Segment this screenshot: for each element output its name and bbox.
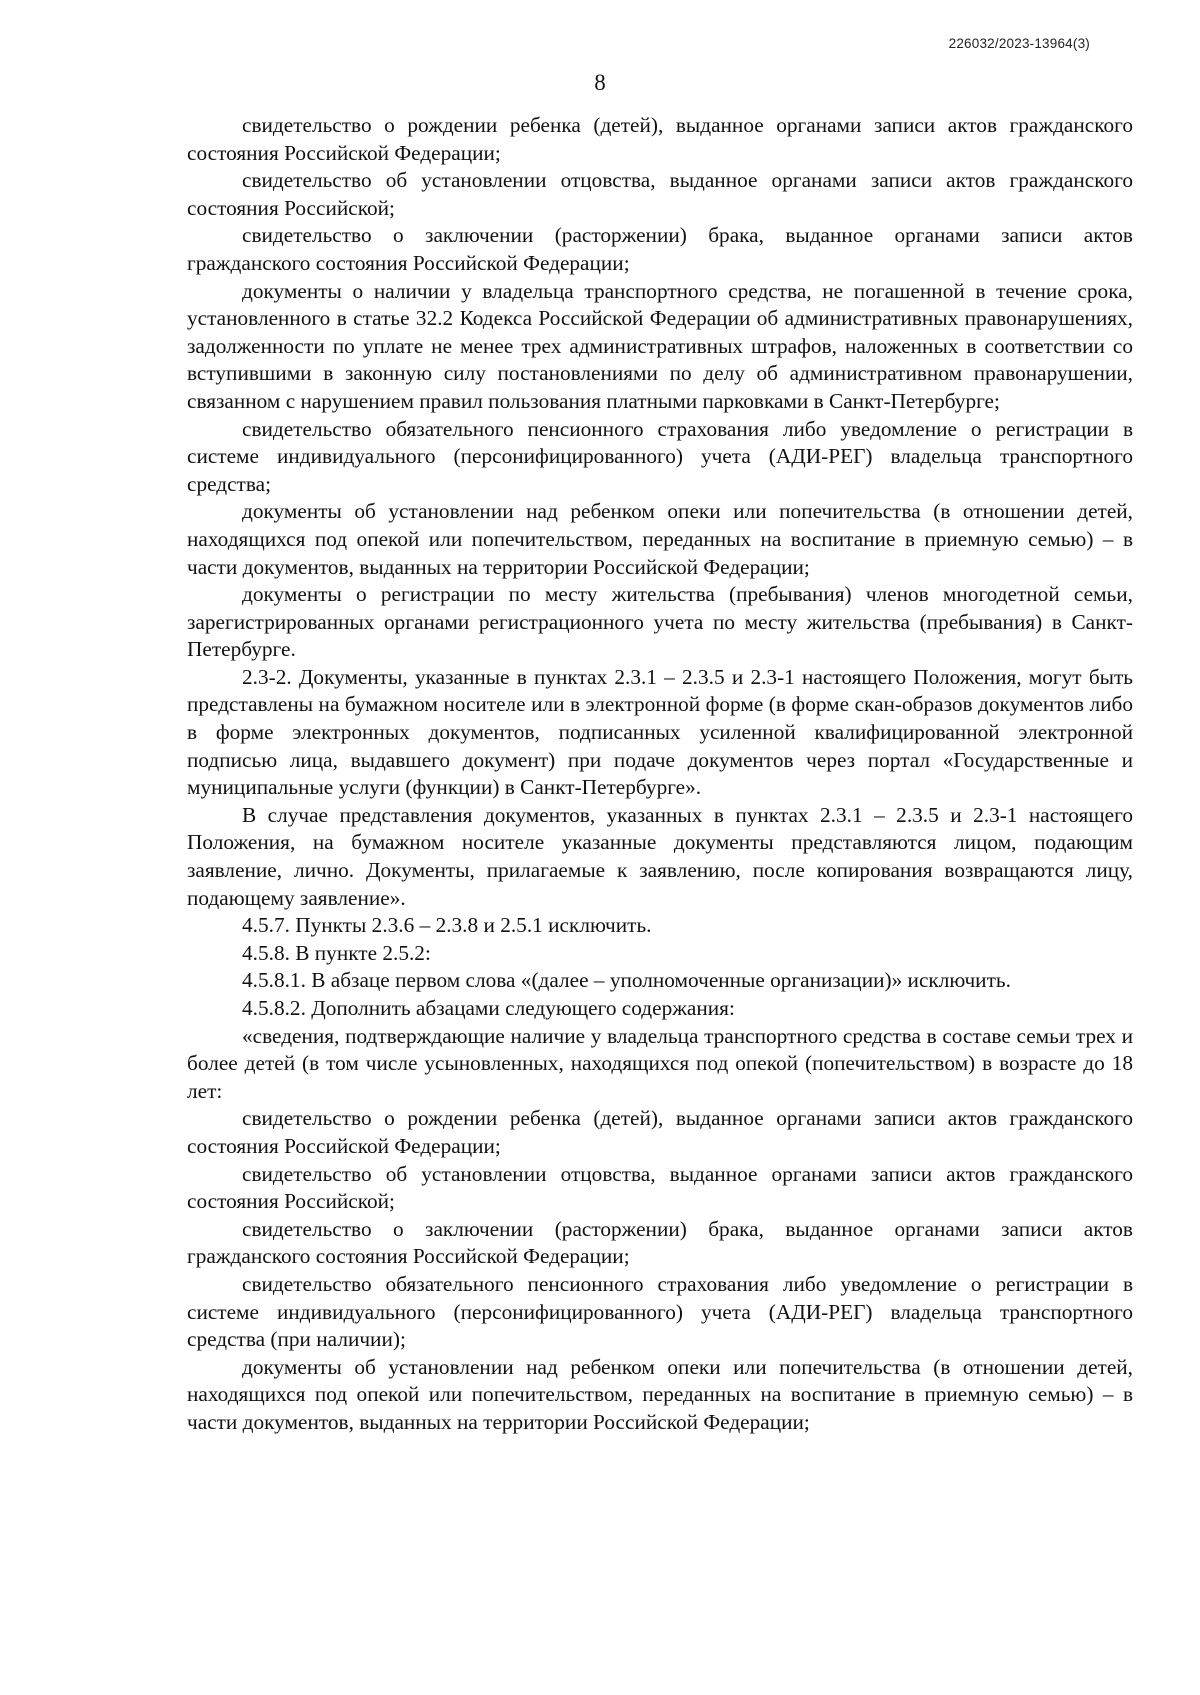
paragraph-fines-documents: документы о наличии у владельца транспортного средства, не погашенной в течение срока, установленного в статье 32.2 Кодекса Российской Федерации об административных правонарушениях, задолженности по уплате не менее трех административных штрафов, наложенных в соответствии со вступившими в законную силу постановлениями по делу об административном правонарушении, связанном с нарушением правил пользования платными парковками в Санкт-Петербурге; xyxy=(187,278,1133,413)
paragraph-marriage-certificate-2: свидетельство о заключении (расторжении) брака, выданное органами записи актов гражданского состояния Российской Федерации; xyxy=(187,1216,1133,1269)
document-body xyxy=(187,112,1133,1437)
paragraph-clause-4-5-7: 4.5.7. Пункты 2.3.6 – 2.3.8 и 2.5.1 исключить. xyxy=(242,913,652,938)
paragraph-pension-insurance: свидетельство обязательного пенсионного страхования либо уведомление о регистрации в системе индивидуального (персонифицированного) учета (АДИ-РЕГ) владельца транспортного средства; xyxy=(187,416,1133,496)
paragraph-family-info: «сведения, подтверждающие наличие у владельца транспортного средства в составе семьи трех и более детей (в том числе усыновленных, находящихся под опекой (попечительством) в возрасте до 18 лет: xyxy=(187,1023,1133,1103)
paragraph-registration-residence: документы о регистрации по месту жительства (пребывания) членов многодетной семьи, зарегистрированных органами регистрационного учета по месту жительства (пребывания) в Санкт-Петербурге. xyxy=(187,582,1133,662)
paragraph-clause-4-5-8-1: 4.5.8.1. В абзаце первом слова «(далее – уполномоченные организации)» исключить. xyxy=(242,968,1011,993)
paragraph-birth-certificate-2: свидетельство о рождении ребенка (детей), выданное органами записи актов гражданского состояния Российской Федерации; xyxy=(187,1106,1133,1158)
paragraph-marriage-certificate: свидетельство о заключении (расторжении) брака, выданное органами записи актов гражданского состояния Российской Федерации; xyxy=(187,223,1133,275)
document-registration-number: 226032/2023-13964(3) xyxy=(948,36,1090,51)
paragraph-clause-4-5-8: 4.5.8. В пункте 2.5.2: xyxy=(242,940,431,965)
paragraph-birth-certificate: свидетельство о рождении ребенка (детей), выданное органами записи актов гражданского состояния Российской Федерации; xyxy=(187,113,1133,165)
paragraph-clause-2-3-2: 2.3-2. Документы, указанные в пунктах 2.3.1 – 2.3.5 и 2.3-1 настоящего Положения, могут быть представлены на бумажном носителе или в электронной форме (в форме скан-образов документов либо в форме электронных документов, подписанных усиленной квалифицированной электронной подписью лица, выдавшего документ) при подаче документов через портал «Государственные и муниципальные услуги (функции) в Санкт-Петербурге». xyxy=(187,664,1133,800)
paragraph-guardianship: документы об установлении над ребенком опеки или попечительства (в отношении детей, находящихся под опекой или попечительством, переданных на воспитание в приемную семью) – в части документов, выданных на территории Российской Федерации; xyxy=(187,499,1133,579)
paragraph-paternity-certificate: свидетельство об установлении отцовства, выданное органами записи актов гражданского состояния Российской; xyxy=(187,168,1133,220)
paragraph-pension-insurance-2: свидетельство обязательного пенсионного страхования либо уведомление о регистрации в системе индивидуального (персонифицированного) учета (АДИ-РЕГ) владельца транспортного средства (при наличии); xyxy=(187,1271,1133,1352)
page-number: 8 xyxy=(594,70,606,95)
paragraph-paternity-certificate-2: свидетельство об установлении отцовства, выданное органами записи актов гражданского состояния Российской; xyxy=(187,1161,1133,1214)
paragraph-guardianship-2: документы об установлении над ребенком опеки или попечительства (в отношении детей, находящихся под опекой или попечительством, переданных на воспитание в приемную семью) – в части документов, выданных на территории Российской Федерации; xyxy=(187,1354,1133,1434)
paragraph-clause-4-5-8-2: 4.5.8.2. Дополнить абзацами следующего содержания: xyxy=(242,996,735,1020)
paragraph-paper-submission: В случае представления документов, указанных в пунктах 2.3.1 – 2.3.5 и 2.3-1 настоящего Положения, на бумажном носителе указанные документы представляются лицом, подающим заявление, лично. Документы, прилагаемые к заявлению, после копирования возвращаются лицу, подающему заявление». xyxy=(187,802,1133,910)
